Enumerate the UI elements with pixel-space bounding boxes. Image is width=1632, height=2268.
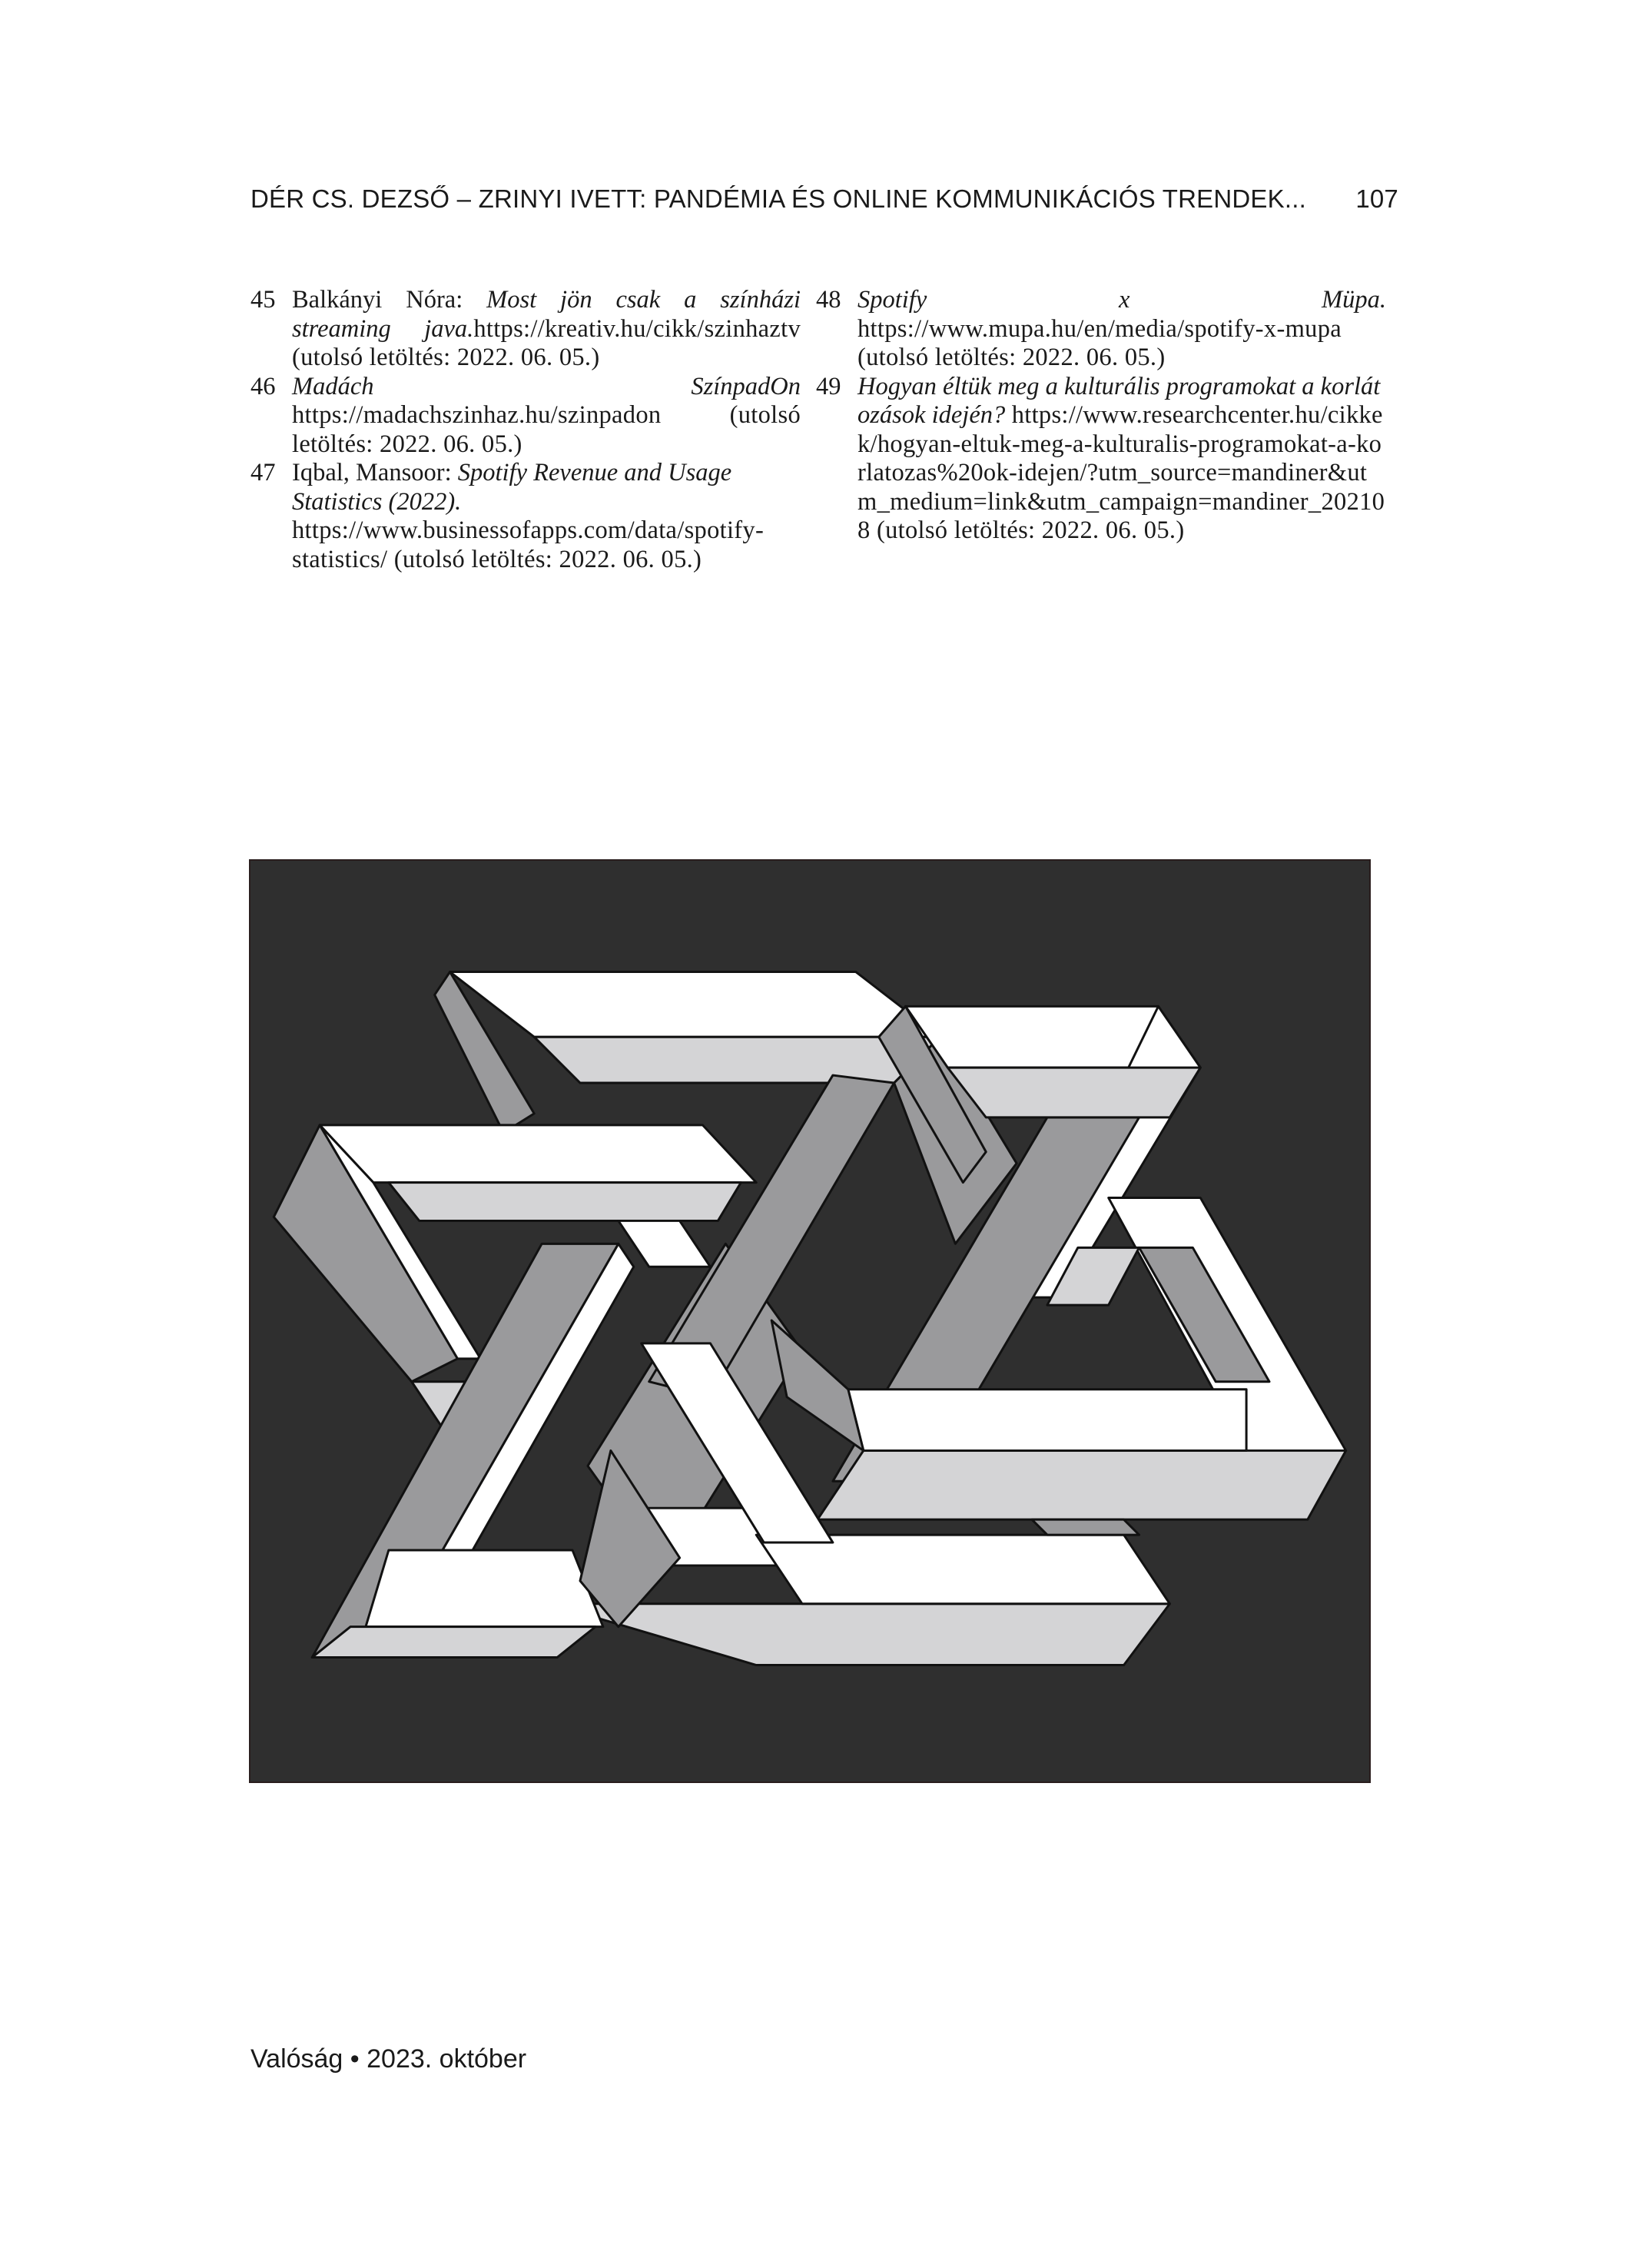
frame-a-top-white: [450, 972, 940, 1038]
endnote-47: [250, 459, 801, 574]
frame-c-inner-light: [947, 1068, 1200, 1117]
endnote-title: Hogyan éltük meg a kulturális programokat a korlátozások idején?: [857, 372, 1381, 429]
endnote-author: Balkányi Nóra:: [292, 286, 487, 314]
frame-e-lower-mid: [1032, 1519, 1139, 1535]
endnote-46: [250, 373, 801, 460]
endnote-title: Madách SzínpadOn: [292, 372, 801, 400]
endnote-author: Iqbal, Mansoor:: [292, 459, 458, 486]
endnote-number: 46: [250, 372, 276, 400]
endnote-number: 47: [250, 459, 276, 486]
running-title: DÉR CS. DEZSŐ – ZRINYI IVETT: PANDÉMIA ÉS ONLINE KOMMUNIKÁCIÓS TRENDEK...: [250, 184, 1306, 213]
frame-a-top-inner: [534, 1037, 940, 1083]
endnote-reference: https://www.businessofapps.com/data/spotify-statistics/ (utolsó letöltés: 2022. 06. 05.): [292, 516, 765, 573]
frame-d-bottom-white: [848, 1390, 1246, 1451]
endnote-reference: https://www.mupa.hu/en/media/spotify-x-mupa (utolsó letöltés: 2022. 06. 05.): [857, 314, 1342, 371]
frame-e-lower-white-2: [756, 1535, 1169, 1604]
endnote-48: [816, 286, 1386, 373]
page-footer: [250, 2044, 526, 2074]
endnotes-left-column: [250, 286, 801, 574]
page-number: 107: [1355, 184, 1398, 213]
endnote-reference: https://madachszinhaz.hu/szinpadon (utolsó letöltés: 2022. 06. 05.): [292, 401, 801, 458]
endnote-number: 48: [816, 286, 841, 314]
frame-e-bottom-left-white: [366, 1550, 603, 1627]
endnote-number: 49: [816, 372, 841, 400]
frame-b-top-inner: [389, 1183, 741, 1221]
endnotes-right-column: [816, 286, 1386, 546]
endnote-title: Most jön csak a színházi streaming java.: [292, 286, 801, 343]
frame-b-top-white: [320, 1125, 756, 1183]
impossible-figure-illustration: [249, 859, 1371, 1783]
endnote-reference: https://kreativ.hu/cikk/szinhaztv (utolsó letöltés: 2022. 06. 05.): [292, 314, 801, 371]
footer-text: Valóság • 2023. október: [250, 2044, 527, 2074]
impossible-figure-art: [250, 861, 1369, 1782]
endnote-45: [250, 286, 801, 373]
frame-d-bottom-light: [818, 1450, 1346, 1519]
endnote-49: [816, 373, 1386, 546]
endnote-title: Spotify Revenue and Usage Statistics (2022).: [292, 459, 732, 516]
endnote-reference: https://www.researchcenter.hu/cikkek/hogyan-eltuk-meg-a-kulturalis-programokat-a-korlatozas%20ok-idejen/?utm_source=mandiner&utm_medium=link&utm_campaign=mandiner_202108 (utolsó letöltés: 2022. 06. 05.): [857, 401, 1385, 544]
endnote-number: 45: [250, 286, 276, 314]
endnote-title: Spotify x Müpa.: [857, 286, 1386, 314]
running-header: [250, 184, 1398, 214]
frame-e-bottom-left-light: [312, 1627, 595, 1658]
